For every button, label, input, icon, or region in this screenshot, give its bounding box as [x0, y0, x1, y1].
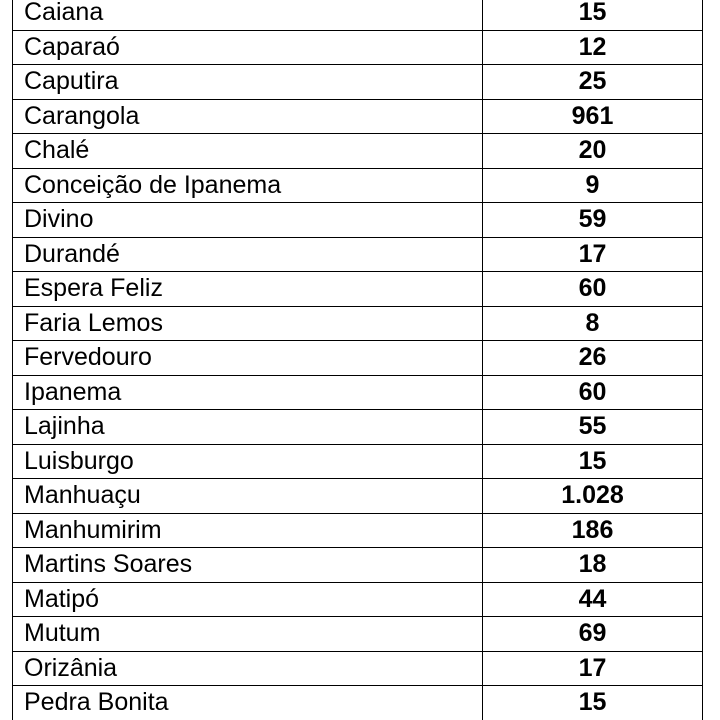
table-row	[13, 375, 703, 410]
table-body	[13, 0, 703, 720]
municipality-name: Espera Feliz	[13, 272, 483, 307]
municipality-name: Manhuaçu	[13, 479, 483, 514]
municipality-table	[12, 0, 703, 720]
municipality-count: 15	[483, 0, 703, 30]
table-row	[13, 134, 703, 169]
municipality-count: 15	[483, 686, 703, 720]
municipality-count: 186	[483, 513, 703, 548]
municipality-name: Divino	[13, 203, 483, 238]
municipality-name: Caputira	[13, 65, 483, 100]
municipality-name: Faria Lemos	[13, 306, 483, 341]
table-row	[13, 237, 703, 272]
municipality-name: Manhumirim	[13, 513, 483, 548]
municipality-name: Caparaó	[13, 30, 483, 65]
municipality-count: 961	[483, 99, 703, 134]
municipality-count: 1.028	[483, 479, 703, 514]
municipality-name: Luisburgo	[13, 444, 483, 479]
table-row	[13, 651, 703, 686]
municipality-count: 25	[483, 65, 703, 100]
table-row	[13, 168, 703, 203]
municipality-name: Ipanema	[13, 375, 483, 410]
municipality-name: Conceição de Ipanema	[13, 168, 483, 203]
table-row	[13, 30, 703, 65]
table-row	[13, 617, 703, 652]
municipality-name: Orizânia	[13, 651, 483, 686]
municipality-name: Chalé	[13, 134, 483, 169]
municipality-count: 59	[483, 203, 703, 238]
table-row	[13, 548, 703, 583]
municipality-count: 69	[483, 617, 703, 652]
municipality-name: Lajinha	[13, 410, 483, 445]
municipality-count: 8	[483, 306, 703, 341]
municipality-count: 44	[483, 582, 703, 617]
table-row	[13, 479, 703, 514]
table-row	[13, 341, 703, 376]
table-row	[13, 203, 703, 238]
table-row	[13, 65, 703, 100]
table-row	[13, 272, 703, 307]
table-row	[13, 582, 703, 617]
municipality-count: 9	[483, 168, 703, 203]
municipality-name: Carangola	[13, 99, 483, 134]
municipality-name: Caiana	[13, 0, 483, 30]
municipality-name: Durandé	[13, 237, 483, 272]
municipality-count: 60	[483, 272, 703, 307]
municipality-count: 55	[483, 410, 703, 445]
municipality-name: Fervedouro	[13, 341, 483, 376]
municipality-count: 20	[483, 134, 703, 169]
municipality-name: Mutum	[13, 617, 483, 652]
municipality-count: 17	[483, 651, 703, 686]
table-row	[13, 513, 703, 548]
municipality-count: 17	[483, 237, 703, 272]
municipality-count: 60	[483, 375, 703, 410]
municipality-count: 12	[483, 30, 703, 65]
table-row	[13, 306, 703, 341]
table-row	[13, 686, 703, 720]
municipality-name: Martins Soares	[13, 548, 483, 583]
municipality-count: 26	[483, 341, 703, 376]
municipality-count: 15	[483, 444, 703, 479]
municipality-count: 18	[483, 548, 703, 583]
table-row	[13, 444, 703, 479]
municipality-name: Pedra Bonita	[13, 686, 483, 720]
table-row	[13, 410, 703, 445]
table-row	[13, 99, 703, 134]
table-row	[13, 0, 703, 30]
municipality-name: Matipó	[13, 582, 483, 617]
